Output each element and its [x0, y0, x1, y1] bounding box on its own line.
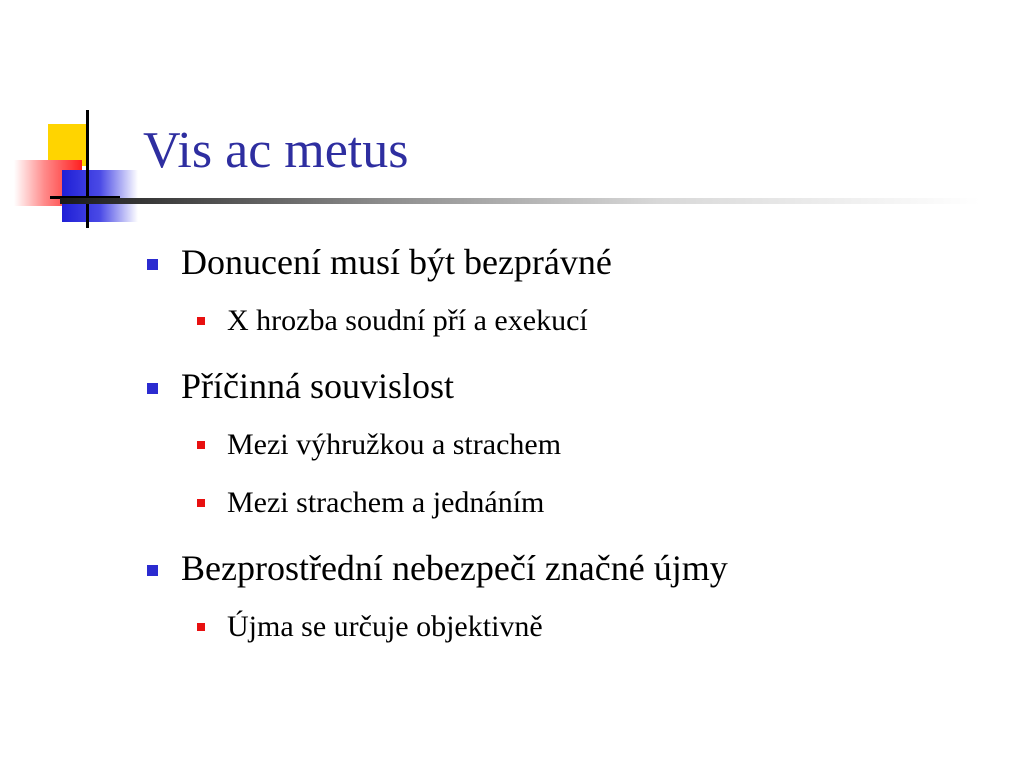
- square-bullet-icon: [147, 259, 158, 270]
- red-square-decoration: [14, 160, 82, 206]
- sub-bullet-text: Mezi strachem a jednáním: [227, 486, 545, 519]
- blue-square-decoration: [62, 170, 138, 222]
- sub-bullet-text: Mezi výhružkou a strachem: [227, 428, 562, 461]
- square-sub-bullet-icon: [197, 623, 205, 631]
- horizontal-line-decoration: [50, 196, 120, 199]
- sub-bullet-item: [181, 416, 1005, 474]
- square-bullet-icon: [147, 565, 158, 576]
- bullet-text: Donucení musí být bezprávné: [181, 242, 612, 282]
- square-sub-bullet-icon: [197, 441, 205, 449]
- yellow-square-decoration: [48, 124, 86, 166]
- sub-bullet-item: [181, 292, 1005, 350]
- bullet-text: Bezprostřední nebezpečí značné újmy: [181, 548, 728, 588]
- sub-bullet-text: X hrozba soudní pří a exekucí: [227, 304, 588, 337]
- bullet-item: [145, 356, 1005, 416]
- bullet-text: Příčinná souvislost: [181, 366, 455, 406]
- slide-title: Vis ac metus: [143, 122, 409, 179]
- sub-bullet-item: [181, 598, 1005, 656]
- corner-decoration: [0, 0, 1024, 240]
- square-bullet-icon: [147, 383, 158, 394]
- sub-bullet-text: Újma se určuje objektivně: [227, 610, 543, 643]
- title-underline-rule: [60, 198, 980, 204]
- bullet-list: [145, 232, 1005, 656]
- bullet-item: [145, 232, 1005, 292]
- bullet-item: [145, 538, 1005, 598]
- sub-bullet-item: [181, 474, 1005, 532]
- vertical-line-decoration: [86, 110, 89, 228]
- square-sub-bullet-icon: [197, 499, 205, 507]
- square-sub-bullet-icon: [197, 317, 205, 325]
